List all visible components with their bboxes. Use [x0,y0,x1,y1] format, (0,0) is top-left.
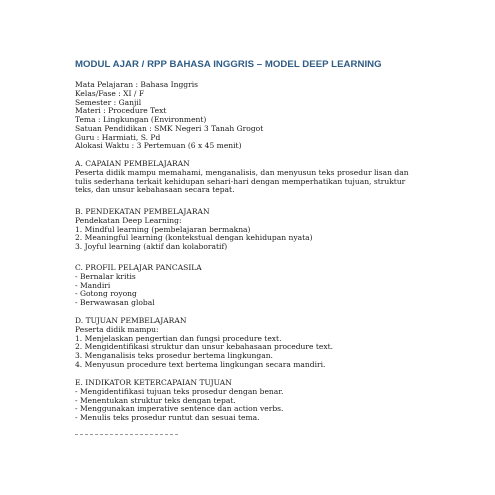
list-item: 4. Menyusun procedure text bertema lingkungan secara mandiri. [75,359,326,369]
list-item: 2. Meaningful learning (kontekstual dengan kehidupan nyata) [75,233,313,243]
list-item: - Mandiri [75,280,111,290]
info-teacher: Guru : Harmiati, S. Pd [75,132,161,142]
section-heading: C. PROFIL PELAJAR PANCASILA [75,263,202,272]
list-item: - Bernalar kritis [75,271,136,281]
section-paragraph: Peserta didik mampu memahami, menganalisis, dan menyusun teks prosedur lisan dan tulis sederhana terkait kehidupan sehari-hari dengan memperhatikan tujuan, struktur teks, dan unsur kebahasaan secara tepat. [75,167,409,195]
section-b [75,208,313,252]
info-class-phase: Kelas/Fase : XI / F [75,88,145,98]
info-subject: Mata Pelajaran : Bahasa Inggris [75,80,198,89]
list-item: - Menentukan struktur teks dengan tepat. [75,395,236,405]
section-intro: Peserta didik mampu: [75,324,159,334]
list-item: - Mengidentifikasi tujuan teks prosedur dengan benar. [75,386,284,396]
section-c [75,264,202,308]
section-e [75,379,283,423]
info-time-allocation: Alokasi Waktu : 3 Pertemuan (6 x 45 menit) [75,141,242,151]
section-heading: B. PENDEKATAN PEMBELAJARAN [75,207,210,216]
list-item: 3. Joyful learning (aktif dan kolaboratif) [75,242,228,251]
list-item: 3. Menganalisis teks prosedur bertema lingkungan. [75,351,273,360]
section-intro: Pendekatan Deep Learning: [75,215,182,225]
list-item: - Gotong royong [75,289,137,299]
section-heading: E. INDIKATOR KETERCAPAIAN TUJUAN [75,378,232,387]
identity-block [75,81,263,151]
list-item: 1. Mindful learning (pembelajaran bermakna) [75,224,251,234]
list-item: - Menulis teks prosedur runtut dan sesuai tema. [75,413,260,422]
section-heading: D. TUJUAN PEMBELAJARAN [75,316,187,325]
info-theme: Tema : Lingkungan (Environment) [75,115,207,124]
info-school: Satuan Pendidikan : SMK Negeri 3 Tanah Grogot [75,123,264,133]
list-item: 1. Menjelaskan pengertian dan fungsi procedure text. [75,333,282,343]
section-a [75,160,420,195]
section-d [75,317,333,370]
document-title: MODUL AJAR / RPP BAHASA INGGRIS – MODEL DEEP LEARNING [75,59,382,70]
section-heading: A. CAPAIAN PEMBELAJARAN [75,159,190,168]
list-item: 2. Mengidentifikasi struktur dan unsur kebahasaan procedure text. [75,342,334,352]
list-item: - Berwawasan global [75,298,155,307]
info-material: Materi : Procedure Text [75,106,167,116]
info-semester: Semester : Ganjil [75,97,142,107]
list-item: - Menggunakan imperative sentence dan action verbs. [75,404,284,414]
footer-divider [75,434,178,435]
